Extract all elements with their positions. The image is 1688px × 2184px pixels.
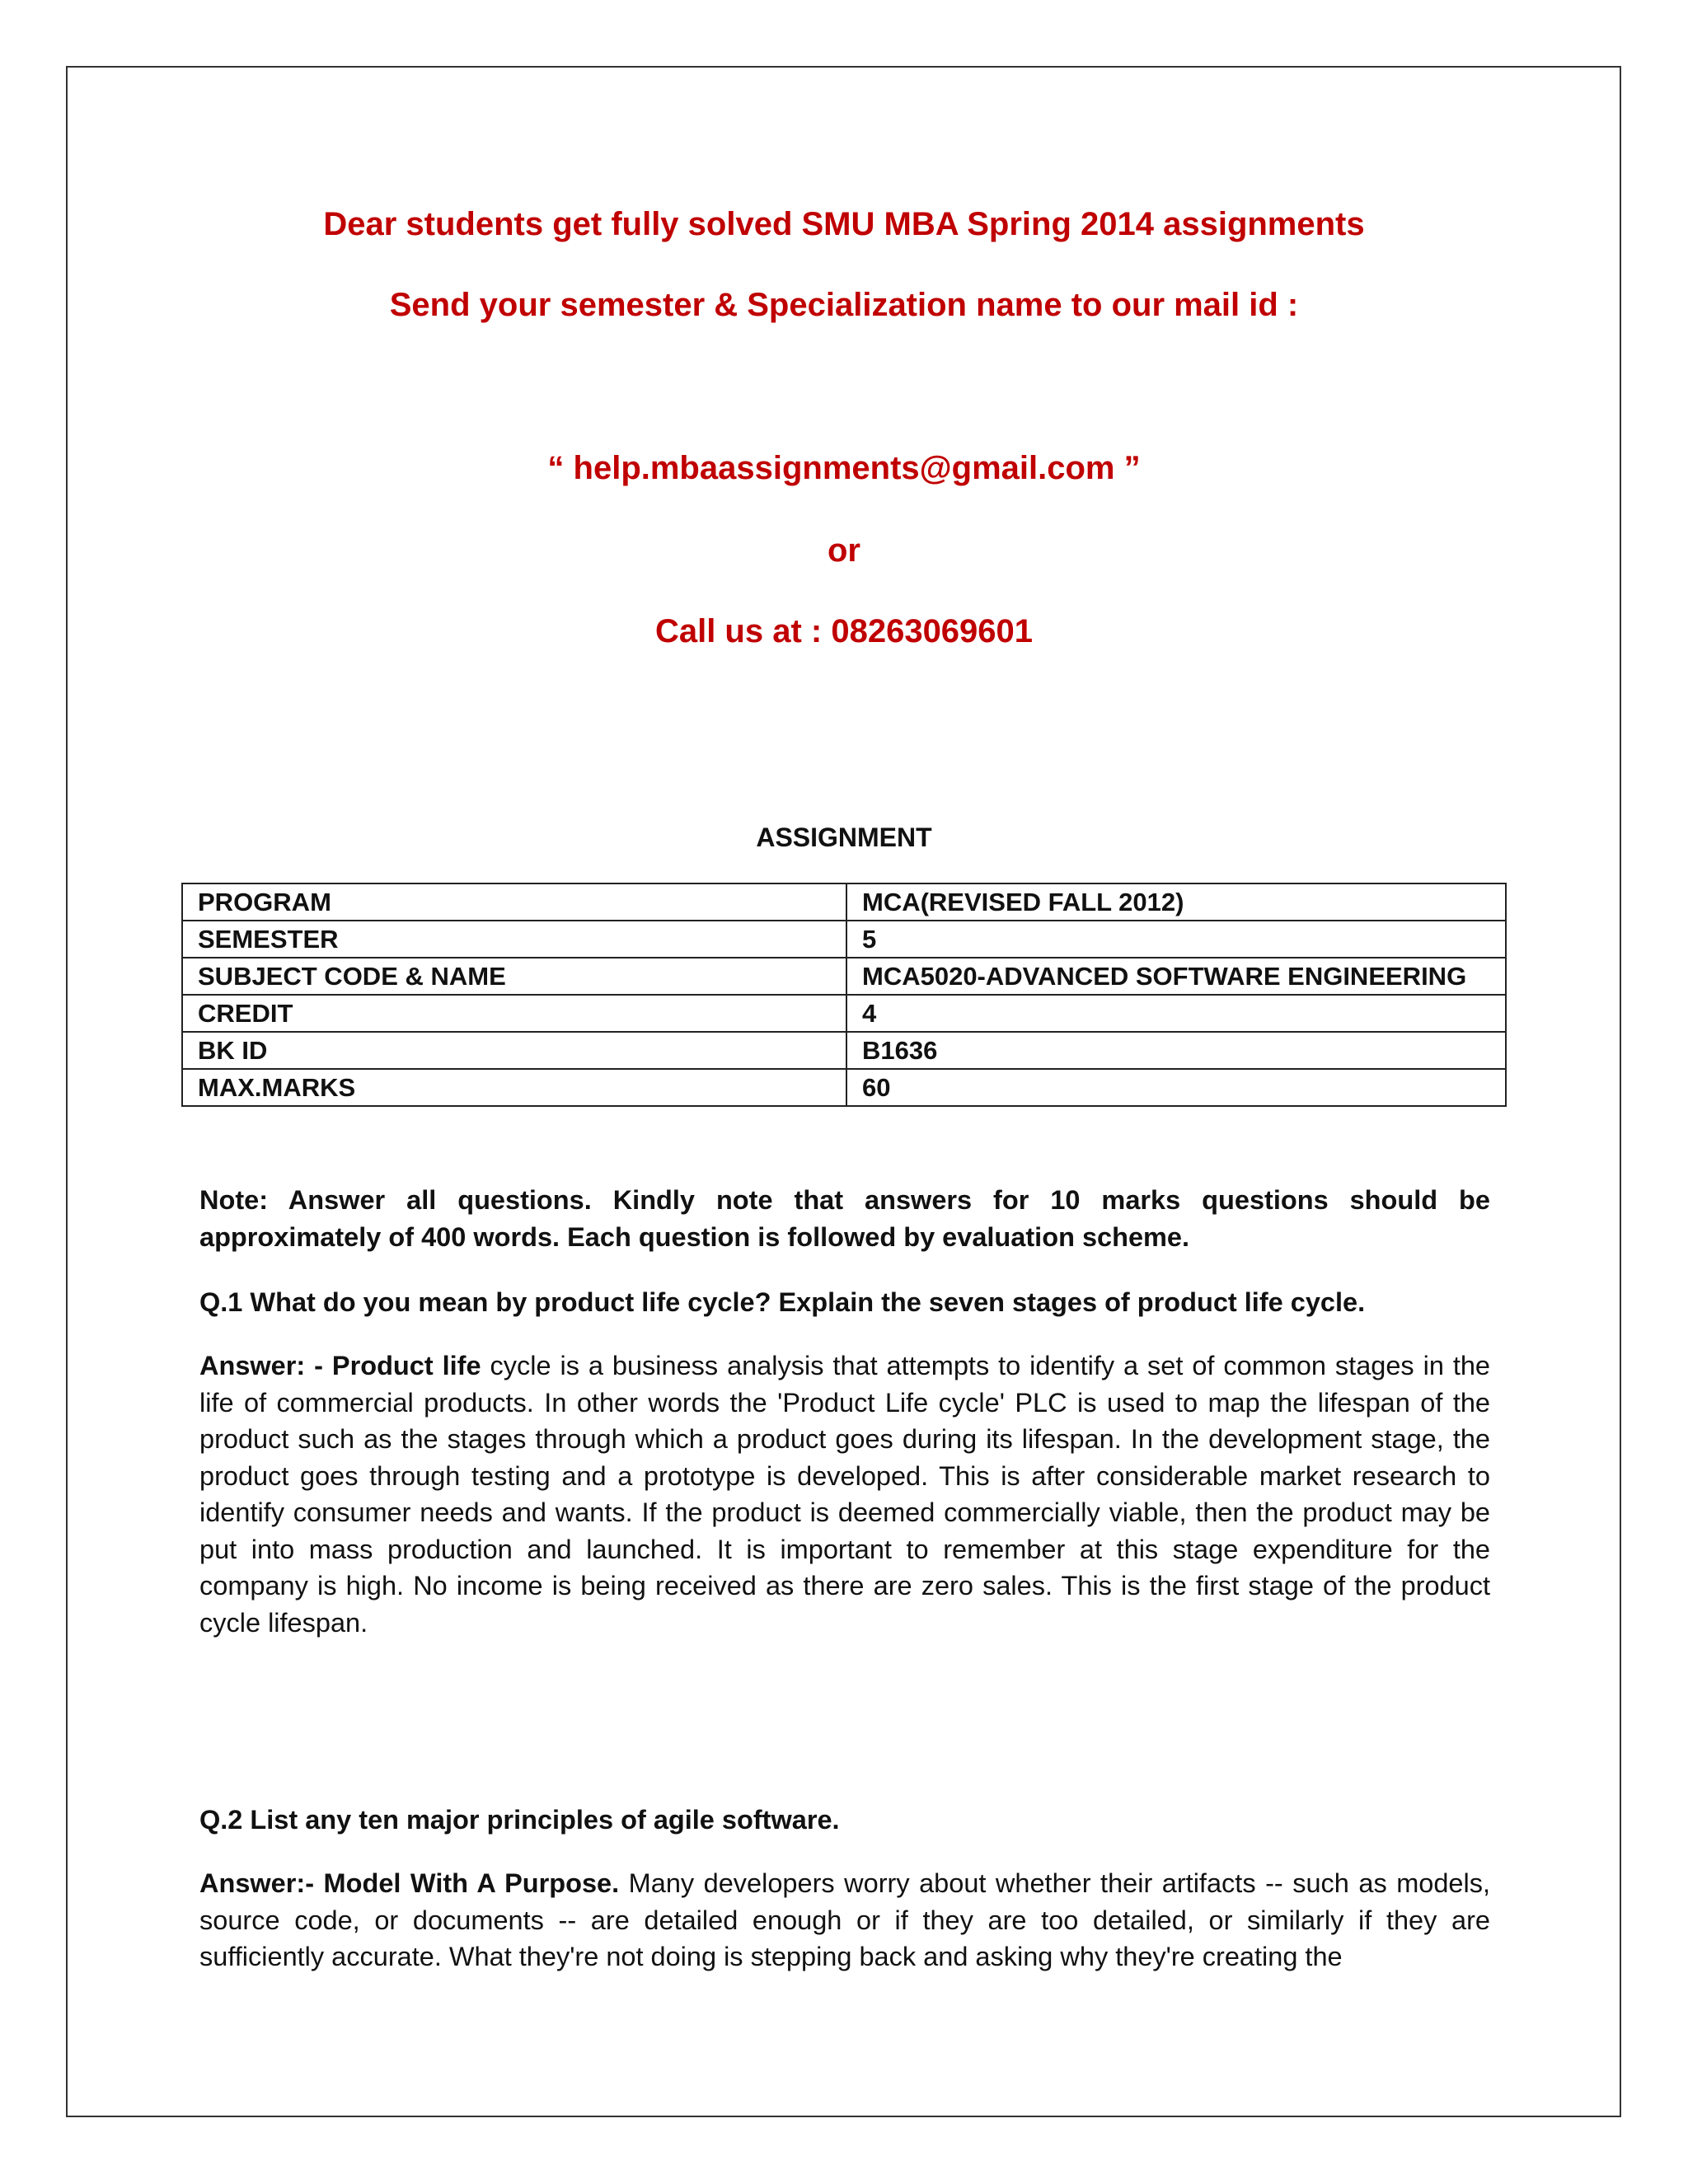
table-row	[182, 883, 1506, 921]
question-1: Q.1 What do you mean by product life cycle? Explain the seven stages of product life cycle.	[199, 1287, 1366, 1317]
table-key-cell: BK ID	[182, 1032, 846, 1069]
answer-1-lead: Answer: - Product life	[199, 1351, 481, 1380]
promo-or: or	[828, 532, 860, 569]
table-value-cell: MCA5020-ADVANCED SOFTWARE ENGINEERING	[846, 958, 1506, 995]
table-row	[182, 921, 1506, 958]
instructions-note: Note: Answer all questions. Kindly note that answers for 10 marks questions should be approximately of 400 words. Each question is followed by evaluation scheme.	[199, 1185, 1490, 1252]
table-value-cell: 60	[846, 1069, 1506, 1106]
table-row	[182, 995, 1506, 1032]
promo-headline: Dear students get fully solved SMU MBA Spring 2014 assignments	[323, 206, 1365, 242]
assignment-heading: ASSIGNMENT	[756, 823, 932, 852]
answer-1-body: cycle is a business analysis that attempts to identify a set of common stages in the life of commercial products. In other words the 'Product Life cycle' PLC is used to map the lifespan of the product such as the stages through which a product goes during its lifespan. In the development stage, the product goes through testing and a prototype is developed. This is after considerable market research to identify consumer needs and wants. If the product is deemed commercially viable, then the product may be put into mass production and launched. It is important to remember at this stage expenditure for the company is high. No income is being received as there are zero sales. This is the first stage of the product cycle lifespan.	[199, 1351, 1491, 1638]
assignment-info-table	[181, 883, 1507, 1107]
table-value-cell: MCA(REVISED FALL 2012)	[846, 883, 1506, 921]
table-value-cell: B1636	[846, 1032, 1506, 1069]
answer-1	[199, 1347, 1490, 1641]
table-value-cell: 4	[846, 995, 1506, 1032]
promo-phone: Call us at : 08263069601	[654, 613, 1034, 649]
promo-instruction: Send your semester & Specialization name to our mail id :	[389, 287, 1299, 323]
table-key-cell: SEMESTER	[182, 921, 846, 958]
answer-2-lead: Answer:- Model With A Purpose.	[199, 1868, 620, 1898]
table-key-cell: CREDIT	[182, 995, 846, 1032]
answer-2	[199, 1865, 1490, 1975]
promo-email: “ help.mbaassignments@gmail.com ”	[547, 450, 1141, 486]
table-key-cell: PROGRAM	[182, 883, 846, 921]
table-row	[182, 1032, 1506, 1069]
answer-2-body: Many developers worry about whether their artifacts -- such as models, source code, or documents -- are detailed enough or if they are too detailed, or similarly if they are sufficiently accurate. What they're not doing is stepping back and asking why they're creating the	[199, 1868, 1491, 1971]
table-key-cell: MAX.MARKS	[182, 1069, 846, 1106]
table-row	[182, 958, 1506, 995]
question-2: Q.2 List any ten major principles of agile software.	[199, 1805, 840, 1835]
table-value-cell: 5	[846, 921, 1506, 958]
table-key-cell: SUBJECT CODE & NAME	[182, 958, 846, 995]
table-row	[182, 1069, 1506, 1106]
